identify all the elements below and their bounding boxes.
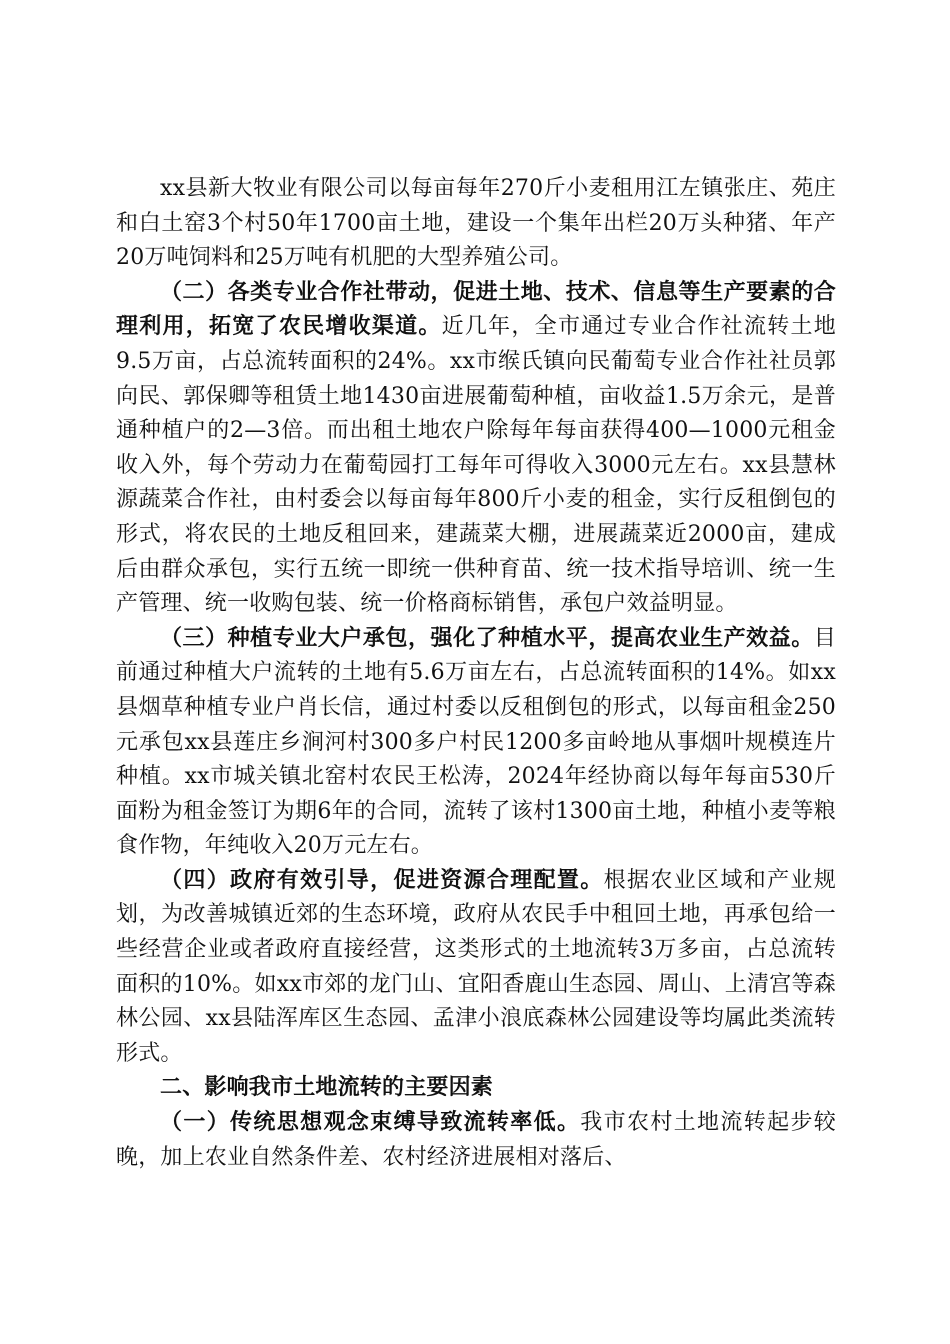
paragraph-2-lead: （二）各类专业合作社带动，促进土地、技术、信息等生产要素的合理利用，拓宽了农民增收渠道。	[116, 279, 836, 340]
paragraph-4	[116, 864, 836, 1072]
paragraph-3-body: 目前通过种植大户流转的土地有5.6万亩左右，占总流转面积的14%。如xx县烟草种植专业户肖长信，通过村委以反租倒包的形式，以每亩租金250元承包xx县莲庄乡涧河村300多户村民1200多亩岭地从事烟叶规模连片种植。xx市城关镇北窑村农民王松涛，2024年经协商以每年每亩530斤面粉为租金签订为期6年的合同，流转了该村1300亩土地，种植小麦等粮食作物，年纯收入20万元左右。	[116, 625, 836, 859]
document-body	[116, 172, 836, 1175]
paragraph-5	[116, 1106, 836, 1175]
paragraph-1	[116, 172, 836, 276]
paragraph-1-body: xx县新大牧业有限公司以每亩每年270斤小麦租用江左镇张庄、苑庄和白土窑3个村50年1700亩土地，建设一个集年出栏20万头种猪、年产20万吨饲料和25万吨有机肥的大型养殖公司。	[116, 176, 836, 271]
paragraph-3	[116, 622, 836, 864]
paragraph-3-lead: （三）种植专业大户承包，强化了种植水平，提高农业生产效益。	[160, 625, 814, 651]
paragraph-4-body: 根据农业区域和产业规划，为改善城镇近郊的生态环境，政府从农民手中租回土地，再承包给一些经营企业或者政府直接经营，这类形式的土地流转3万多亩，占总流转面积的10%。如xx市郊的龙门山、宜阳香鹿山生态园、周山、上清宫等森林公园、xx县陆浑库区生态园、孟津小浪底森林公园建设等均属此类流转形式。	[116, 867, 836, 1066]
paragraph-2	[116, 276, 836, 622]
paragraph-4-lead: （四）政府有效引导，促进资源合理配置。	[160, 867, 604, 893]
paragraph-2-body: 近几年，全市通过专业合作社流转土地9.5万亩，占总流转面积的24%。xx市缑氏镇向民葡萄专业合作社社员郭向民、郭保卿等租赁土地1430亩进展葡萄种植，亩收益1.5万余元，是普通种植户的2—3倍。而出租土地农户除每年每亩获得400—1000元租金收入外，每个劳动力在葡萄园打工每年可得收入3000元左右。xx县慧林源蔬菜合作社，由村委会以每亩每年800斤小麦的租金，实行反租倒包的形式，将农民的土地反租回来，建蔬菜大棚，进展蔬菜近2000亩，建成后由群众承包，实行五统一即统一供种育苗、统一技术指导培训、统一生产管理、统一收购包装、统一价格商标销售，承包户效益明显。	[116, 314, 836, 617]
paragraph-5-body: 我市农村土地流转起步较晚，加上农业自然条件差、农村经济进展相对落后、	[116, 1110, 836, 1170]
section-heading: 二、影响我市土地流转的主要因素	[160, 1075, 494, 1101]
paragraph-5-lead: （一）传统思想观念束缚导致流转率低。	[160, 1110, 581, 1136]
